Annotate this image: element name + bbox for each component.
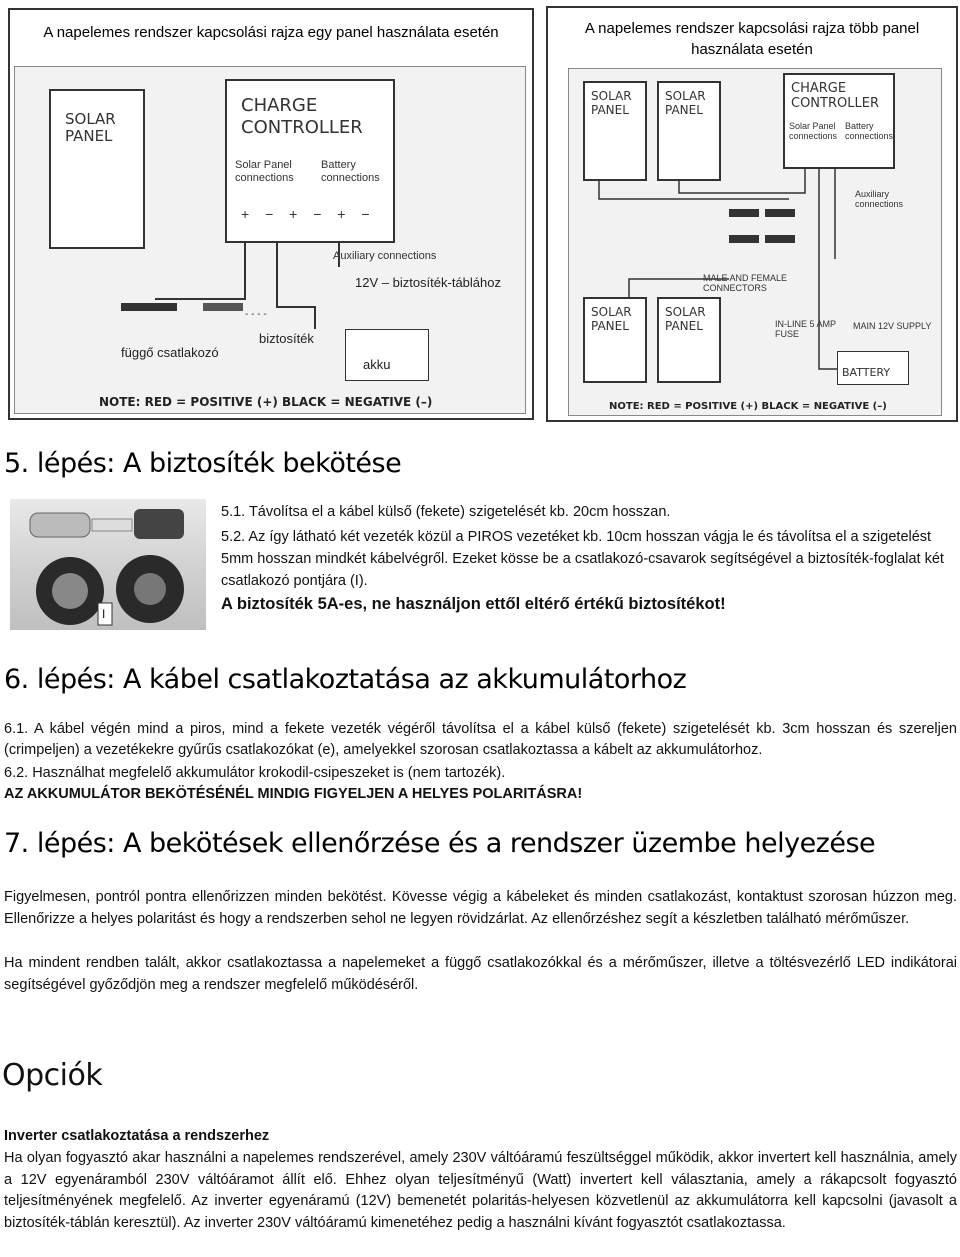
step5-warning: A biztosíték 5A-es, ne használjon ettől eltérő értékű biztosítékot! <box>221 595 726 613</box>
step6-line1: 6.1. A kábel végén mind a piros, mind a fekete vezeték végéről távolítsa el a kábel külső (fekete) szigetelését kb. 3cm hosszan és szereljen (crimpeljen) a vezetékekre gyűrűs csatlakozókat (e), amelyekkel szorosan csatlakoztassa a kábelt az akkumulátorhoz. <box>4 721 957 758</box>
single-wiring <box>15 67 525 413</box>
svg-text:- - - -: - - - - <box>245 309 267 320</box>
multi-battery-label: BATTERY <box>842 366 891 379</box>
single-battery-label: akku <box>363 357 391 372</box>
step5-heading: 5. lépés: A biztosíték bekötése <box>4 448 402 479</box>
multi-diagram-drawing <box>568 68 942 416</box>
single-solar-conn-label: Solar Panel connections <box>235 159 294 184</box>
multi-male-female-label: MALE AND FEMALE CONNECTORS <box>703 273 788 293</box>
single-connector-label: függő csatlakozó <box>121 345 219 360</box>
options-paragraph1: Ha olyan fogyasztó akar használni a napelemes rendszerével, amely 230V váltóáramú feszültséggel működik, akkor invertert kell használnia, amely a 12V egyenáramból 230V váltóáramot állít elő. Ehhez olyan teljesítményű (Watt) invertert kell választania, amely a rákapcsolt fogyasztó teljesítményének megfelelő. Az inverter egyenáramú (12V) bemenetét polaritás-helyesen közvetlenül az akkumulátorra kell kapcsolni (javasolt a biztosíték-táblán keresztül). Az inverter 230V váltóáramú kimenetéhez pedig a használni kívánt fogyasztót csatlakoztassa. <box>4 1150 957 1231</box>
single-diagram-drawing <box>14 66 526 414</box>
step6-line2: 6.2. Használhat megfelelő akkumulátor krokodil-csipeszeket is (nem tartozék). <box>4 765 506 781</box>
options-heading: Opciók <box>2 1058 103 1093</box>
step5-line1: 5.1. Távolítsa el a kábel külső (fekete) szigetelését kb. 20cm hosszan. <box>221 504 671 520</box>
multi-wiring <box>569 69 941 415</box>
single-solar-panel-label: SOLAR PANEL <box>65 110 116 145</box>
single-fuse-board-label: 12V – biztosíték-táblához <box>355 275 501 290</box>
single-fuse-label: biztosíték <box>259 331 314 346</box>
single-controller-label: CHARGE CONTROLLER <box>241 95 363 138</box>
fuse-holder-illustration <box>10 499 206 630</box>
multi-diagram-title: A napelemes rendszer kapcsolási rajza több panel használata esetén <box>584 20 920 58</box>
options-subheading: Inverter csatlakoztatása a rendszerhez <box>4 1128 270 1144</box>
multi-inline-fuse-label: IN-LINE 5 AMP FUSE <box>775 319 836 339</box>
multi-note: NOTE: RED = POSITIVE (+) BLACK = NEGATIVE (–) <box>609 401 887 412</box>
multi-solar-panel-3-label: SOLAR PANEL <box>591 305 632 333</box>
multi-solar-panel-2-label: SOLAR PANEL <box>665 89 706 117</box>
step7-paragraph2: Ha mindent rendben talált, akkor csatlakoztassa a napelemeket a függő csatlakozókkal és a mérőműszer, illetve a töltésvezérlő LED indikátorai segítségével győződjön meg a rendszer megfelelő működéséről. <box>4 955 957 993</box>
photo-label: I <box>102 607 106 621</box>
step6-warning: AZ AKKUMULÁTOR BEKÖTÉSÉNÉL MINDIG FIGYELJEN A HELYES POLARITÁSRA! <box>4 786 583 802</box>
single-battery-conn-label: Battery connections <box>321 159 380 184</box>
single-diagram-title: A napelemes rendszer kapcsolási rajza egy panel használata esetén <box>43 24 499 41</box>
single-aux-conn-label: Auxiliary connections <box>333 250 437 262</box>
step7-paragraph1: Figyelmesen, pontról pontra ellenőrizzen minden bekötést. Kövesse végig a kábeleket és minden csatlakozást, kontaktust szorosan húzzon meg. Ellenőrizze a helyes polaritást és hogy a rendszerben sehol ne legyen rövidzárlat. Az ellenőrzéshez segít a készletben található mérőműszer. <box>4 889 957 927</box>
multi-solar-conn-label: Solar Panel connections <box>789 121 838 141</box>
multi-main-supply-label: MAIN 12V SUPPLY <box>853 321 932 331</box>
step7-heading: 7. lépés: A bekötések ellenőrzése és a rendszer üzembe helyezése <box>4 828 876 859</box>
multi-controller-label: CHARGE CONTROLLER <box>791 81 879 111</box>
single-panel-diagram <box>8 8 534 420</box>
multi-solar-panel-4-label: SOLAR PANEL <box>665 305 706 333</box>
step5-line2: 5.2. Az így látható két vezeték közül a PIROS vezetéket kb. 10cm hosszan vágja le és távolítsa el a szigetelést 5mm hosszan mindkét kábelvégről. Ezeket kösse be a csatlakozó-csavarok segítségével a biztosíték-foglalat két csatlakozó pontjára (I). <box>221 529 944 589</box>
single-terminals: + − + − + − <box>241 206 376 222</box>
multi-battery-conn-label: Battery connections <box>845 121 894 141</box>
multi-solar-panel-1-label: SOLAR PANEL <box>591 89 632 117</box>
single-note: NOTE: RED = POSITIVE (+) BLACK = NEGATIVE (–) <box>99 395 433 409</box>
fuse-holder-photo <box>10 499 206 630</box>
multi-panel-diagram <box>546 6 958 422</box>
multi-aux-conn-label: Auxiliary connections <box>855 189 904 209</box>
step6-heading: 6. lépés: A kábel csatlakoztatása az akkumulátorhoz <box>4 664 687 695</box>
